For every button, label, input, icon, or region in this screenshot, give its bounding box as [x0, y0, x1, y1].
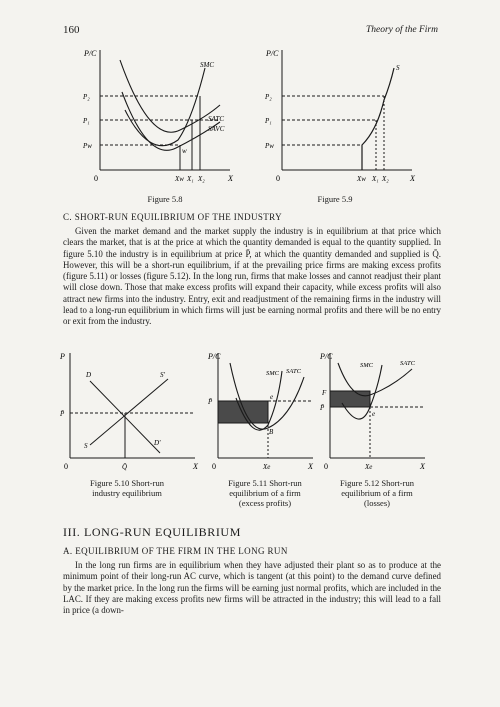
- smc-label: SMC: [200, 61, 214, 69]
- p2-label: P₂: [265, 93, 272, 101]
- x-axis-label: X: [193, 462, 198, 471]
- xe-label: Xe: [263, 463, 271, 471]
- figure-5-8: [80, 50, 240, 190]
- page-number: 160: [63, 24, 80, 36]
- section-iii-heading: III. LONG-RUN EQUILIBRIUM: [63, 525, 241, 539]
- running-title: Theory of the Firm: [365, 25, 438, 35]
- caption-line: Figure 5.10 Short-run: [90, 478, 164, 488]
- x-axis-label: X: [410, 174, 415, 183]
- p-bar-label: P̄: [208, 398, 213, 406]
- caption-line: (excess profits): [238, 498, 292, 508]
- supply-curve: [90, 379, 168, 445]
- y-axis-label: P: [60, 352, 65, 361]
- q-bar-label: Q̄: [122, 463, 128, 471]
- x2-label: X₂: [382, 175, 389, 183]
- y-axis-label: P/C: [320, 352, 333, 361]
- savc-label: SAVC: [208, 125, 225, 133]
- s-label: S: [396, 64, 400, 72]
- x-axis-label: X: [228, 174, 233, 183]
- y-axis-label: P/C: [266, 49, 279, 58]
- x1-label: X₁: [187, 175, 194, 183]
- caption-line: equilibrium of a firm: [341, 488, 413, 498]
- origin-label: 0: [276, 174, 280, 183]
- p-bar-label: P̄: [320, 404, 325, 412]
- smc-label: SMC: [266, 370, 279, 377]
- loss-area: [330, 391, 370, 407]
- s-prime-label: S': [160, 371, 165, 379]
- origin-label: 0: [212, 462, 216, 471]
- x1-label: X₁: [372, 175, 379, 183]
- figure-5-9-caption: Figure 5.9: [317, 194, 353, 204]
- savc-curve: [122, 92, 220, 150]
- excess-profit-area: [218, 401, 268, 423]
- section-c-heading: C. SHORT-RUN EQUILIBRIUM OF THE INDUSTRY: [63, 212, 282, 222]
- figure-5-11-caption: [210, 478, 320, 508]
- y-axis-label: P/C: [84, 49, 97, 58]
- supply-curve: [362, 68, 394, 170]
- x2-label: X₂: [198, 175, 205, 183]
- d-label: D: [86, 371, 92, 379]
- figure-5-10: [60, 353, 200, 473]
- satc-label: SATC: [208, 115, 225, 123]
- figure-5-12-caption: [322, 478, 432, 508]
- smc-label: SMC: [360, 362, 373, 369]
- section-c-paragraph: Given the market demand and the market supply the industry is in equilibrium at that price which clears the market, that is at the price at which the quantity demanded is equal to the quantity supplied. In figure 5.10 the industry is in equilibrium at price P̄, at which the quantity demanded and supplied is Q̄. However, this will be a short-run equilibrium, if at the prevailing price firms are making excess profits (figure 5.11) or losses (figure 5.12). In the long run, firms that make losses and cannot readjust their plant will close down. Those that make excess profits will expand their capacity, while excess profits will also attract new firms into the industry. Entry, exit and readjustment of the remaining firms in the industry will lead to a long-run equilibrium in which firms will just be earning normal profits and there will be no entry or exit from the industry.: [63, 226, 441, 327]
- origin-label: 0: [94, 174, 98, 183]
- y-axis-label: P/C: [208, 352, 221, 361]
- xw-label: Xw: [175, 175, 184, 183]
- caption-line: industry equilibrium: [92, 488, 162, 498]
- e-label: e: [372, 410, 376, 418]
- origin-label: 0: [64, 462, 68, 471]
- p2-label: P₂: [83, 93, 90, 101]
- figure-5-12: [320, 353, 430, 473]
- xw-label: Xw: [357, 175, 366, 183]
- p1-label: P₁: [265, 117, 272, 125]
- w-label: w: [182, 147, 187, 155]
- f-label: F: [322, 389, 327, 397]
- x-axis-label: X: [420, 462, 425, 471]
- s-label: S: [84, 442, 88, 450]
- figure-5-9: [262, 50, 422, 190]
- pw-label: Pw: [265, 142, 274, 150]
- section-iii-subheading: A. EQUILIBRIUM OF THE FIRM IN THE LONG RUN: [63, 546, 288, 556]
- b-label: B: [269, 428, 274, 436]
- smc-curve: [125, 68, 205, 146]
- pw-label: Pw: [83, 142, 92, 150]
- x-axis-label: X: [308, 462, 313, 471]
- origin-label: 0: [324, 462, 328, 471]
- figure-5-10-caption: [72, 478, 182, 498]
- caption-line: Figure 5.12 Short-run: [340, 478, 414, 488]
- p-bar-label: P̄: [60, 410, 65, 418]
- caption-line: (losses): [364, 498, 390, 508]
- satc-label: SATC: [400, 360, 415, 367]
- figure-5-8-caption: Figure 5.8: [147, 194, 183, 204]
- caption-line: Figure 5.11 Short-run: [228, 478, 302, 488]
- xe-label: Xe: [365, 463, 373, 471]
- p1-label: P₁: [83, 117, 90, 125]
- figure-5-11: [208, 353, 318, 473]
- e-label: e: [270, 393, 274, 401]
- d-prime-label: D': [154, 439, 161, 447]
- satc-label: SATC: [286, 368, 301, 375]
- section-iii-paragraph: In the long run firms are in equilibrium when they have adjusted their plant so as to produce at the minimum point of their long-run AC curve, which is tangent (at this point) to the demand curve defined by the market price. In the long run the firms will be earning just normal profits, which are included in the LAC. If they are making excess profits new firms will be attracted in the industry; this will lead to a fall in price (a down-: [63, 560, 441, 616]
- caption-line: equilibrium of a firm: [229, 488, 301, 498]
